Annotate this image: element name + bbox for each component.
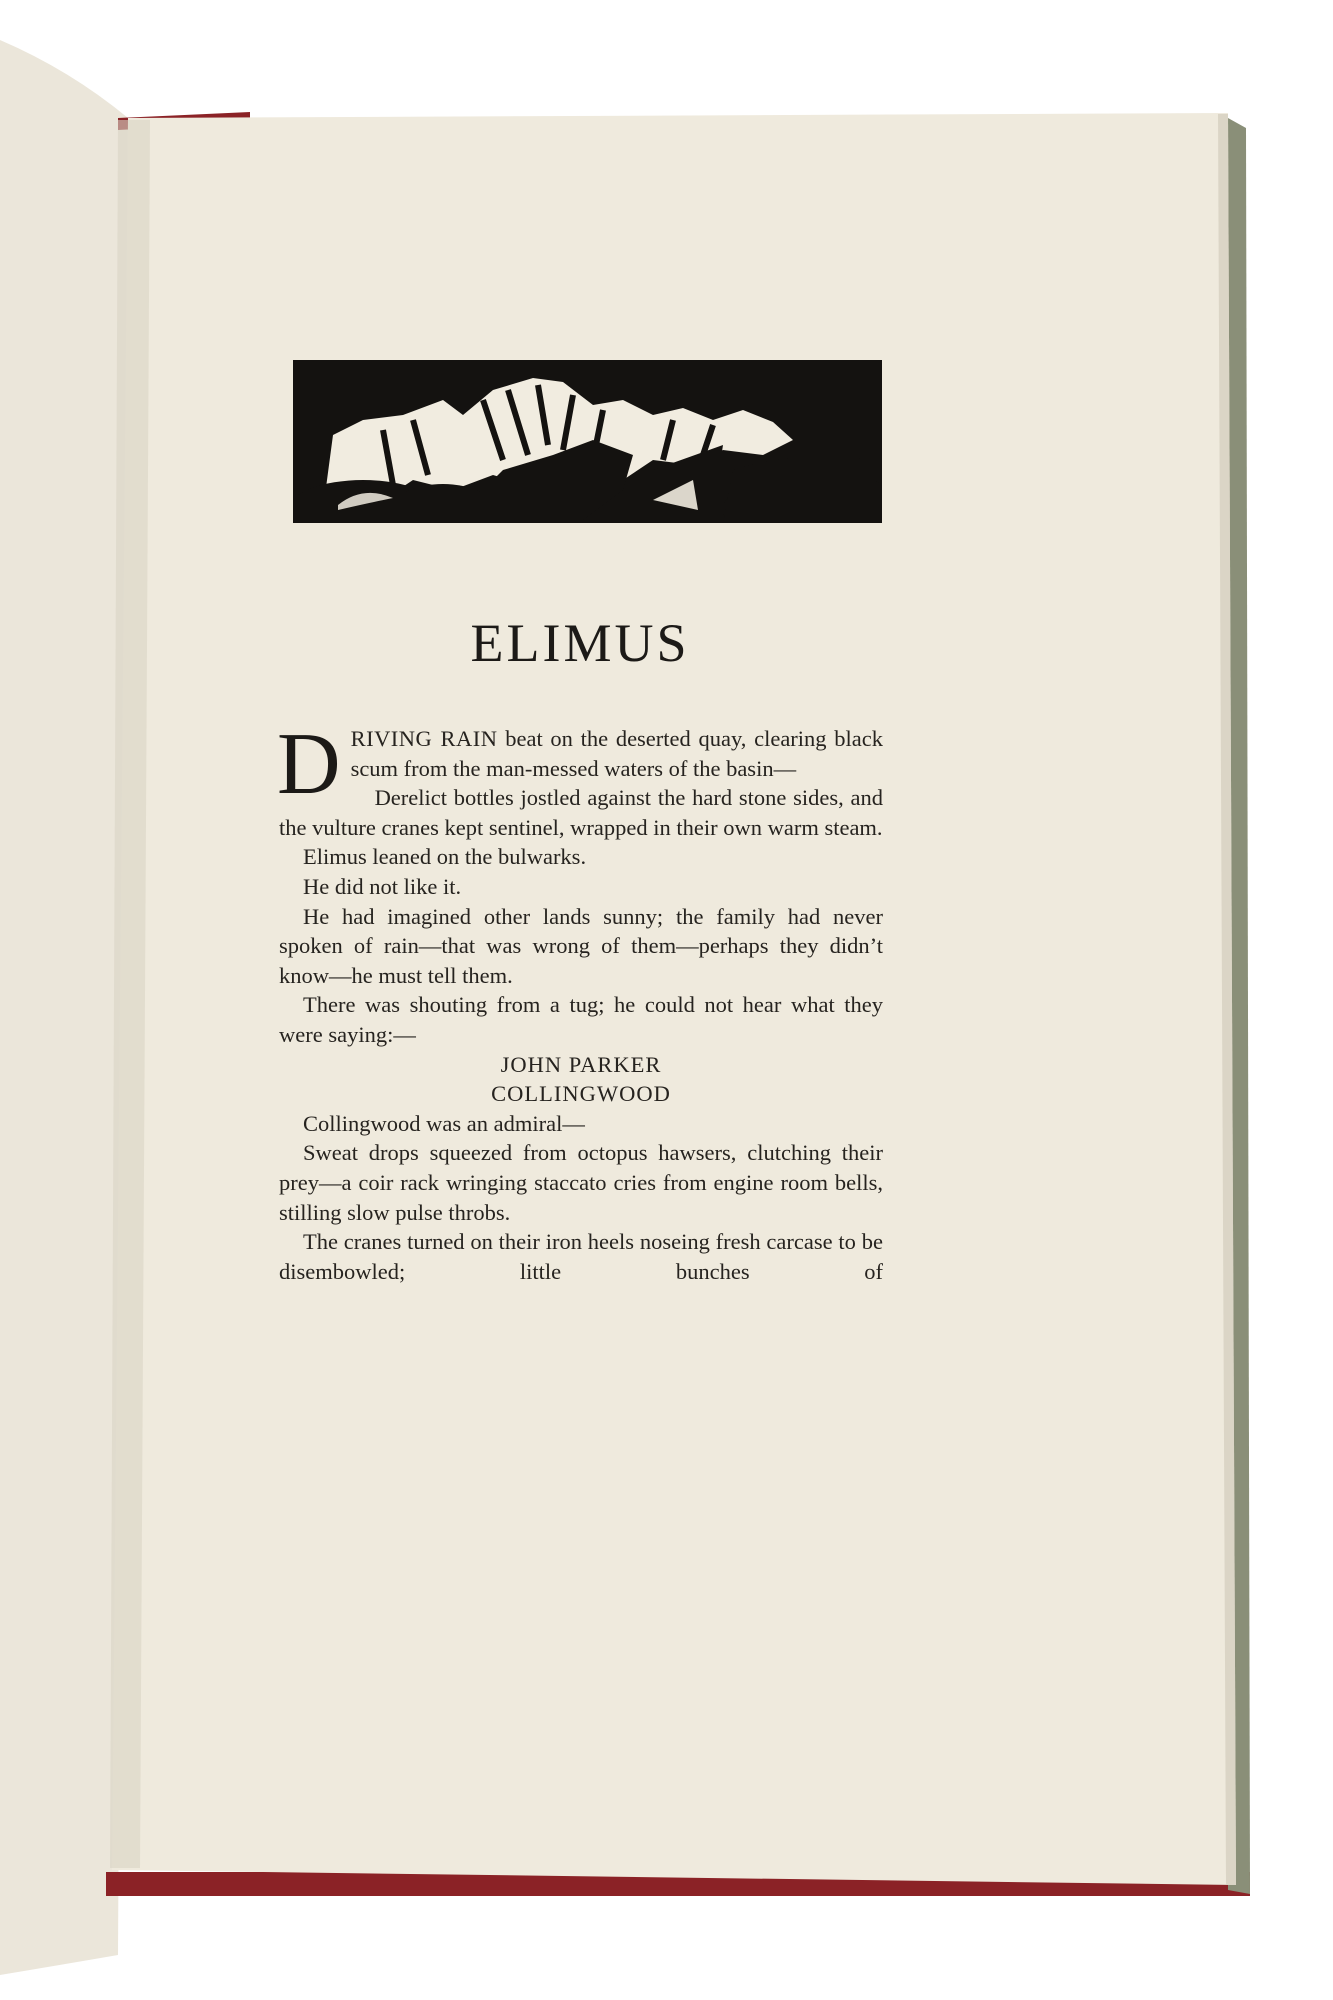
drop-cap: D xyxy=(277,716,341,813)
left-page xyxy=(0,40,128,1975)
opening-text: beat on the deserted quay, clearing black scum from the man-messed waters of the basin— xyxy=(350,726,883,781)
paragraph-2: Derelict bottles jostled against the hard stone sides, and the vulture cranes kept sentinel, wrapped in their own warm steam. xyxy=(279,785,883,840)
chapter-title: ELIMUS xyxy=(470,613,690,673)
story-text xyxy=(277,716,883,1286)
paragraph-9: The cranes turned on their iron heels noseing fresh carcase to be disembowled; little bunches of xyxy=(279,1229,883,1284)
mountain-woodcut-illustration xyxy=(293,360,882,523)
paragraph-8: Sweat drops squeezed from octopus hawsers, clutching their prey—a coir rack wringing staccato cries from engine room bells, stilling slow pulse throbs. xyxy=(279,1140,883,1225)
paragraph-4: He did not like it. xyxy=(303,873,462,899)
ship-name-line-2: COLLINGWOOD xyxy=(491,1081,671,1107)
opening-small-caps: RIVING RAIN xyxy=(350,726,498,751)
paragraph-6: There was shouting from a tug; he could not hear what they were saying:— xyxy=(279,992,883,1047)
paragraph-3: Elimus leaned on the bulwarks. xyxy=(303,844,587,870)
ship-name-line-1: JOHN PARKER xyxy=(500,1051,662,1077)
paragraph-7: Collingwood was an admiral— xyxy=(303,1110,585,1136)
paragraph-5: He had imagined other lands sunny; the family had never spoken of rain—that was wrong of them—perhaps they didn’t know—he must tell them. xyxy=(279,903,883,988)
